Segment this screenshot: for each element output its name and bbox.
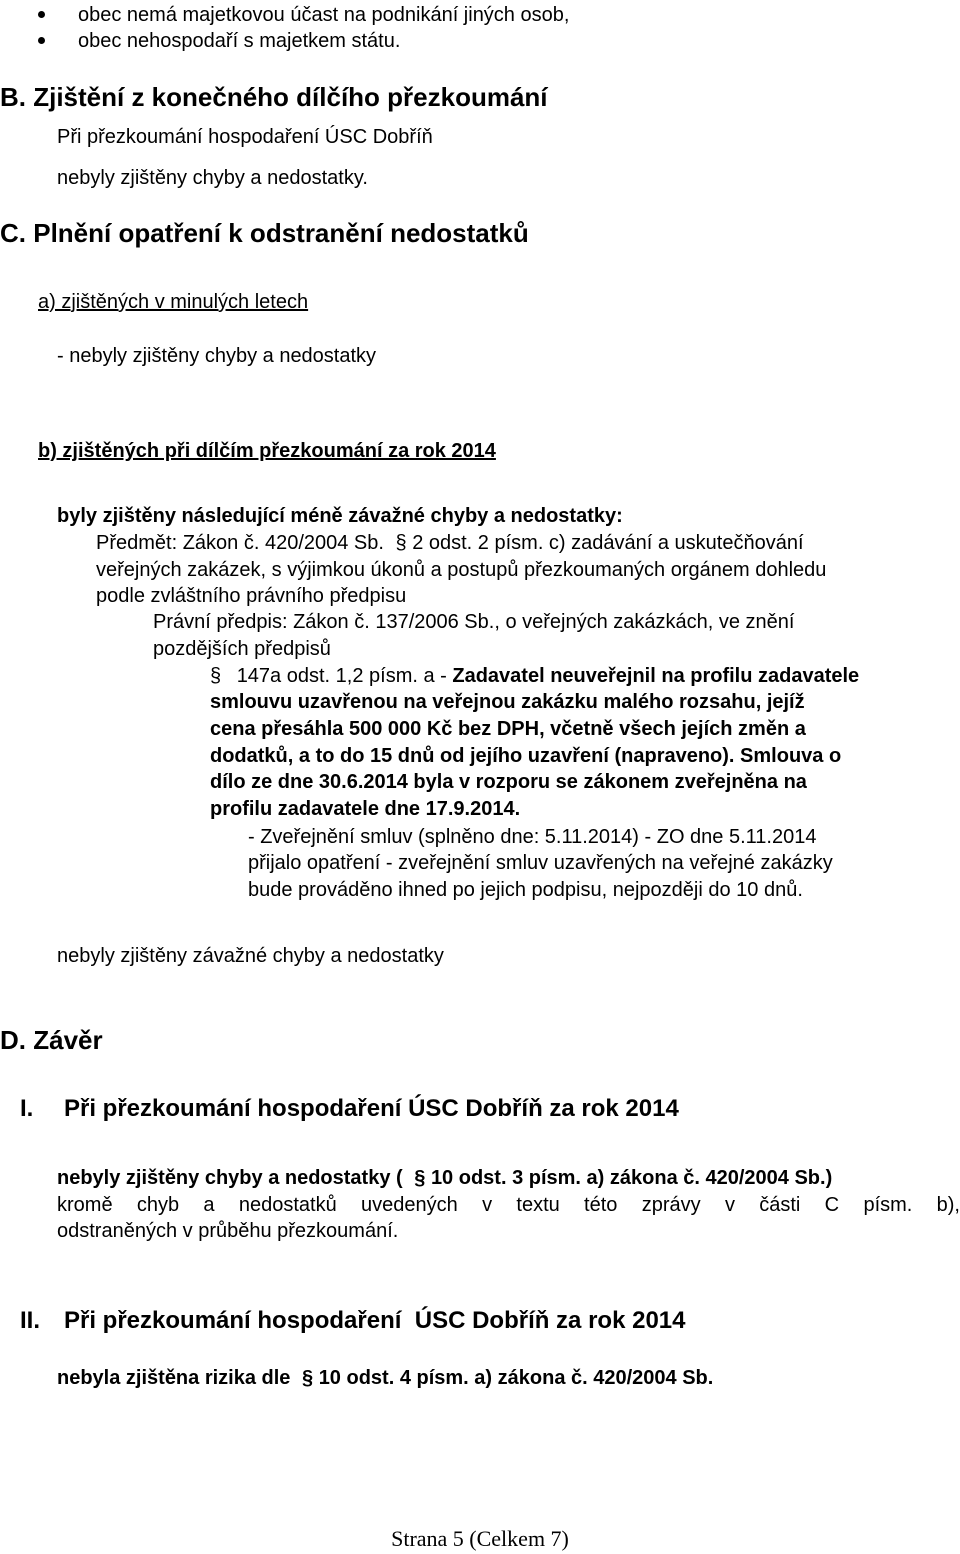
conclusion-i-line-3: odstraněných v průběhu přezkoumání. — [57, 1220, 399, 1242]
remedy-line-2: přijalo opatření - zveřejnění smluv uzavřených na veřejné zakázky — [248, 852, 833, 874]
bullet-dot — [38, 37, 45, 44]
paragraph-reference: 147a odst. 1,2 písm. a - — [236, 665, 453, 687]
section-c-found: byly zjištěny následující méně závažné chyby a nedostatky: — [57, 505, 623, 527]
bullet-dot — [38, 11, 45, 18]
subject-line-1 — [96, 530, 804, 556]
conclusion-i-line-2: kromě chyb a nedostatků uvedených v textu této zprávy v části C písm. b), — [57, 1194, 960, 1216]
conclusion-i-title: Při přezkoumání hospodaření ÚSC Dobříň za rok 2014 — [64, 1095, 679, 1122]
section-d-heading: D. Závěr — [0, 1025, 103, 1055]
finding-text: Zadavatel neuveřejnil na profilu zadavatele — [452, 665, 860, 687]
law-text: , o veřejných zakázkách, ve znění — [494, 611, 795, 633]
law-line-2: pozdějších předpisů — [153, 638, 331, 660]
page-footer: Strana 5 (Celkem 7) — [391, 1526, 569, 1551]
no-serious-findings: nebyly zjištěny závažné chyby a nedostatky — [57, 945, 444, 967]
section-c-a-label: a) zjištěných v minulých letech — [38, 291, 309, 313]
conclusion-text: 10 odst. 3 písm. a) zákona č. 420/2004 Sb.) — [430, 1167, 833, 1189]
section-c-b-label: b) zjištěných při dílčím přezkoumání za rok 2014 — [38, 440, 496, 462]
section-b-line2: nebyly zjištěny chyby a nedostatky. — [57, 167, 368, 189]
finding-line-3: cena přesáhla 500 000 Kč bez DPH, včetně všech jejích změn a — [210, 718, 806, 740]
section-c-heading: C. Plnění opatření k odstranění nedostatků — [0, 218, 529, 248]
subject-line-3: podle zvláštního právního předpisu — [96, 585, 407, 607]
section-sign: § — [414, 1167, 426, 1189]
section-sign: § — [395, 532, 407, 554]
remedy-line-3: bude prováděno ihned po jejich podpisu, nejpozději do 10 dnů. — [248, 879, 803, 901]
subject-line-2: veřejných zakázek, s výjimkou úkonů a postupů přezkoumaných orgánem dohledu — [96, 559, 827, 581]
finding-line-4: dodatků, a to do 15 dnů od jejího uzavření (napraveno). Smlouva o — [210, 745, 842, 767]
section-b-heading: B. Zjištění z konečného dílčího přezkoumání — [0, 82, 548, 112]
conclusion-i-number: I. — [20, 1095, 34, 1122]
conclusion-text: nebyly zjištěny chyby a nedostatky ( — [57, 1167, 403, 1189]
finding-line-6: profilu zadavatele dne 17.9.2014. — [210, 798, 521, 820]
subject-text: Předmět: Zákon č. 420/2004 Sb. — [96, 532, 384, 554]
section-sign: § — [210, 665, 222, 687]
remedy-line-1: - Zveřejnění smluv (splněno dne: 5.11.2014) - ZO dne 5.11.2014 — [248, 826, 817, 848]
bullet-item: obec nehospodaří s majetkem státu. — [78, 30, 401, 52]
law-text: Právní předpis: Zákon č. 137/2006 Sb. — [153, 611, 495, 633]
conclusion-ii-number: II. — [20, 1307, 41, 1334]
conclusion-text: 10 odst. 4 písm. a) zákona č. 420/2004 Sb. — [318, 1367, 714, 1389]
finding-line-1 — [210, 663, 859, 689]
conclusion-text: nebyla zjištěna rizika dle — [57, 1367, 291, 1389]
section-sign: § — [302, 1367, 314, 1389]
section-c-a-text: - nebyly zjištěny chyby a nedostatky — [57, 345, 377, 367]
section-b-line1: Při přezkoumání hospodaření ÚSC Dobříň — [57, 126, 433, 148]
finding-line-2: smlouvu uzavřenou na veřejnou zakázku malého rozsahu, jejíž — [210, 691, 805, 713]
conclusion-i-line-1 — [57, 1165, 832, 1191]
bullet-item: obec nemá majetkovou účast na podnikání jiných osob, — [78, 4, 570, 26]
conclusion-ii-title: Při přezkoumání hospodaření ÚSC Dobříň za rok 2014 — [64, 1307, 686, 1334]
conclusion-ii-line-1 — [57, 1365, 713, 1391]
law-line-1 — [153, 609, 794, 635]
finding-line-5: dílo ze dne 30.6.2014 byla v rozporu se zákonem zveřejněna na — [210, 771, 807, 793]
subject-text: 2 odst. 2 písm. c) zadávání a uskutečňování — [412, 532, 804, 554]
